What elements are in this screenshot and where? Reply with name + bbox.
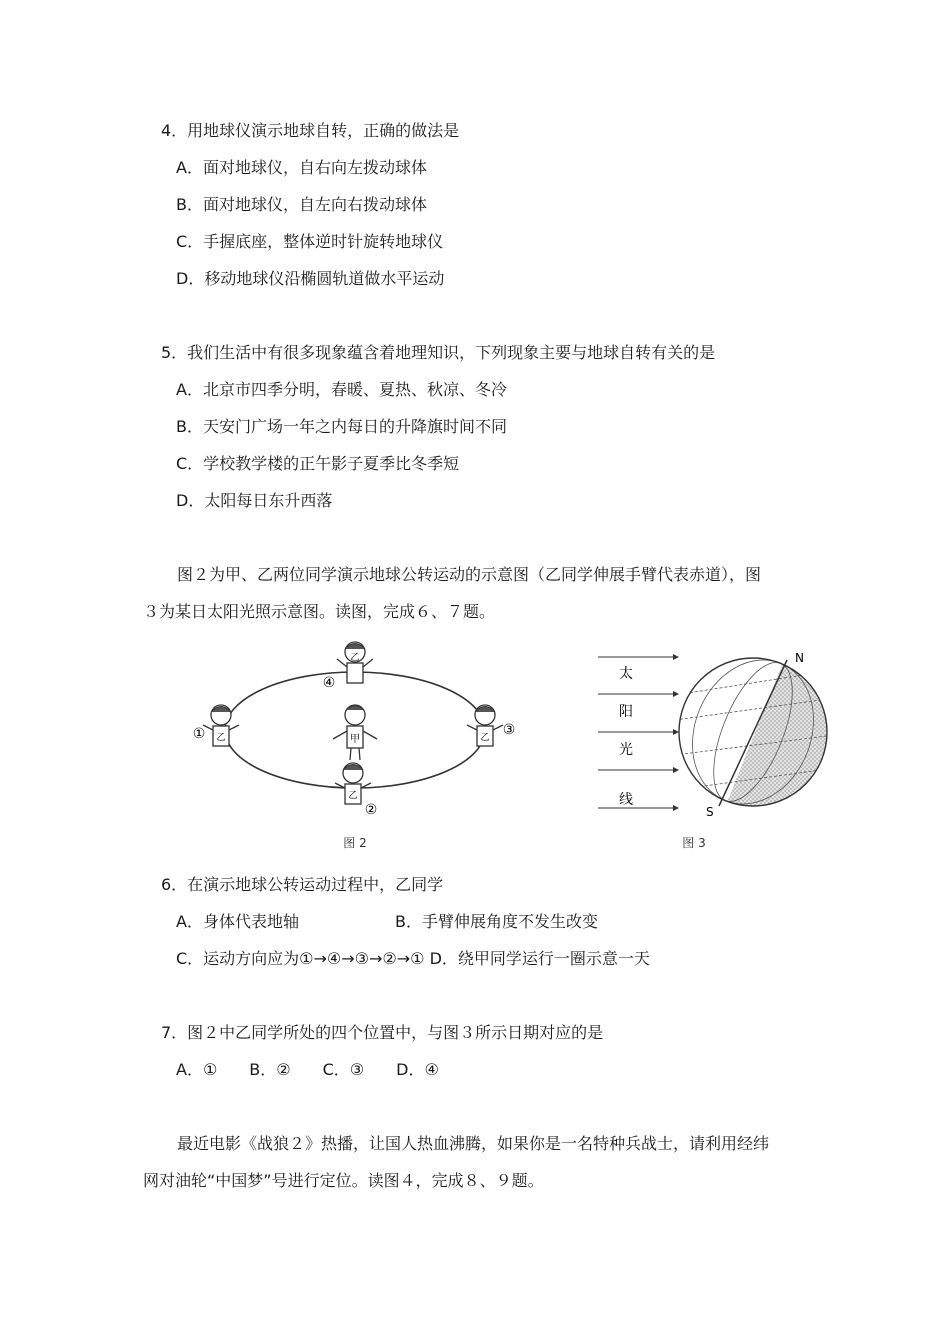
intro1-line2: ３为某日太阳光照示意图。读图，完成６、７题。 [143, 602, 496, 621]
q4-option-b: B．面对地球仪，自左向右拨动球体 [176, 195, 427, 214]
sun-label-1: 太 [619, 666, 633, 682]
position-4-label: ④ [322, 675, 336, 691]
student-jia [333, 705, 377, 760]
position-1-label: ① [192, 726, 206, 742]
figure-3 [590, 640, 840, 855]
q6-option-cd: C．运动方向应为①→④→③→②→① D．绕甲同学运行一圈示意一天 [176, 949, 650, 968]
intro2-line2: 网对油轮“中国梦”号进行定位。读图４，完成８、９题。 [143, 1171, 544, 1190]
q4-option-a: A．面对地球仪，自右向左拨动球体 [176, 158, 427, 177]
q4-option-d: D．移动地球仪沿椭圆轨道做水平运动 [176, 269, 445, 288]
q5-option-b: B．天安门广场一年之内每日的升降旗时间不同 [176, 417, 507, 436]
label-yi-4: 乙 [350, 653, 360, 663]
q7-stem: 7．图２中乙同学所处的四个位置中，与图３所示日期对应的是 [161, 1023, 604, 1042]
intro1-line1: 图２为甲、乙两位同学演示地球公转运动的示意图（乙同学伸展手臂代表赤道），图 [177, 565, 762, 584]
figure-2 [185, 635, 530, 855]
label-jia: 甲 [350, 734, 360, 745]
q6-stem: 6．在演示地球公转运动过程中，乙同学 [161, 875, 444, 894]
q5-option-d: D．太阳每日东升西落 [176, 491, 333, 510]
q6-option-a: A．身体代表地轴 [176, 912, 299, 931]
sun-label-4: 线 [619, 792, 633, 808]
q4-stem: 4．用地球仪演示地球自转，正确的做法是 [161, 121, 460, 140]
position-3-label: ③ [502, 722, 516, 738]
label-yi-1: 乙 [216, 733, 226, 743]
student-position-3 [467, 705, 503, 746]
sun-label-3: 光 [619, 742, 633, 758]
student-position-2 [335, 763, 371, 804]
sun-label-2: 阳 [619, 704, 633, 720]
q4-option-c: C．手握底座，整体逆时针旋转地球仪 [176, 232, 444, 251]
label-yi-3: 乙 [480, 733, 490, 743]
q5-option-a: A．北京市四季分明，春暖、夏热、秋凉、冬冷 [176, 380, 507, 399]
q6-option-b: B．手臂伸展角度不发生改变 [395, 912, 598, 931]
south-label: S [706, 805, 714, 819]
student-position-4 [337, 642, 373, 683]
q7-options: A．① B．② C．③ D．④ [176, 1060, 439, 1079]
north-label: N [795, 651, 804, 665]
figure-3-caption: 图 3 [682, 836, 706, 850]
globe [672, 642, 840, 823]
figure-2-caption: 图 2 [343, 836, 367, 850]
intro2-line1: 最近电影《战狼２》热播，让国人热血沸腾，如果你是一名特种兵战士，请利用经纬 [177, 1134, 770, 1153]
q5-option-c: C．学校教学楼的正午影子夏季比冬季短 [176, 454, 460, 473]
label-yi-2: 乙 [348, 791, 358, 801]
student-position-1 [203, 705, 239, 746]
q5-stem: 5．我们生活中有很多现象蕴含着地理知识，下列现象主要与地球自转有关的是 [161, 343, 716, 362]
position-2-label: ② [364, 802, 378, 818]
